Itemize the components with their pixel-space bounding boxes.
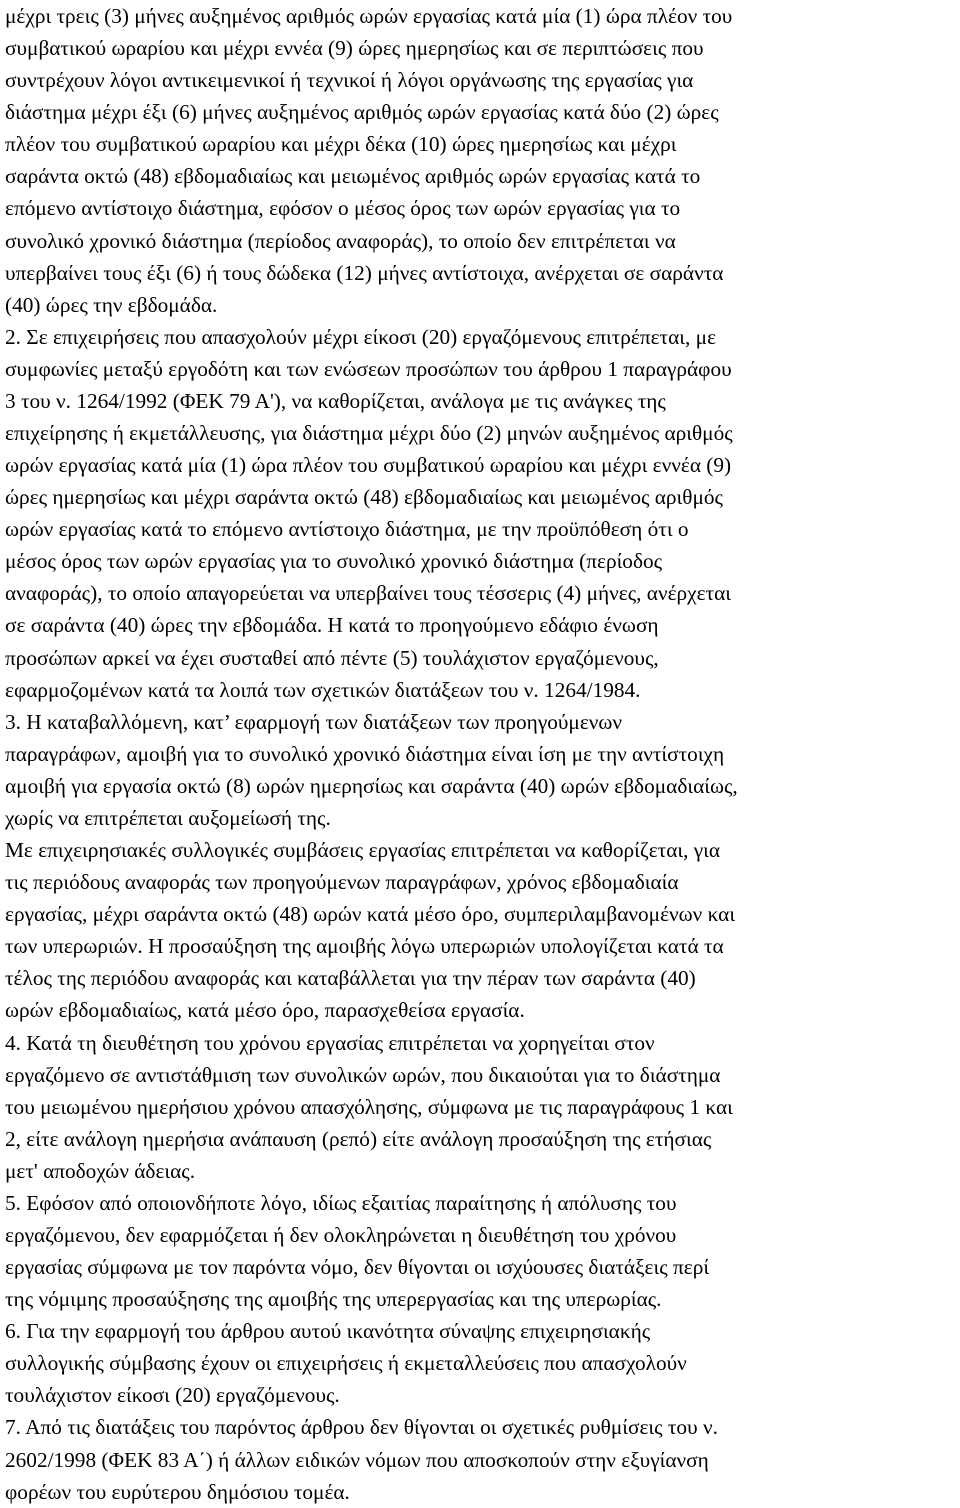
text-line: τουλάχιστον είκοσι (20) εργαζόμενους.	[5, 1383, 340, 1408]
text-line: πλέον του συμβατικού ωραρίου και μέχρι δέκα (10) ώρες ημερησίως και μέχρι	[5, 132, 677, 157]
text-line: χωρίς να επιτρέπεται αυξομείωσή της.	[5, 805, 331, 830]
text-line: αμοιβή για εργασία οκτώ (8) ωρών ημερησίως και σαράντα (40) ωρών εβδομαδιαίως,	[5, 773, 738, 798]
text-line: της νόμιμης προσαύξησης της αμοιβής της υπερεργασίας και της υπερωρίας.	[5, 1287, 662, 1312]
text-line: προσώπων αρκεί να έχει συσταθεί από πέντε (5) τουλάχιστον εργαζόμενους,	[5, 645, 659, 670]
text-line: σε σαράντα (40) ώρες την εβδομάδα. Η κατά το προηγούμενο εδάφιο ένωση	[5, 613, 659, 638]
text-line: αναφοράς), το οποίο απαγορεύεται να υπερβαίνει τους τέσσερις (4) μήνες, ανέρχεται	[5, 581, 732, 606]
text-line: επόμενο αντίστοιχο διάστημα, εφόσον ο μέσος όρος των ωρών εργασίας για το	[5, 196, 681, 221]
text-line: 2602/1998 (ΦΕΚ 83 Α΄) ή άλλων ειδικών νόμων που αποσκοπούν στην εξυγίανση	[5, 1447, 709, 1472]
text-line: φορέων του ευρύτερου δημόσιου τομέα.	[5, 1479, 350, 1504]
text-line: ωρών εργασίας κατά μία (1) ώρα πλέον του συμβατικού ωραρίου και μέχρι εννέα (9)	[5, 453, 732, 478]
text-line: 3 του ν. 1264/1992 (ΦΕΚ 79 Α'), να καθορίζεται, ανάλογα με τις ανάγκες της	[5, 388, 666, 413]
text-line: 2. Σε επιχειρήσεις που απασχολούν μέχρι είκοσι (20) εργαζόμενους επιτρέπεται, με	[5, 324, 717, 349]
text-line: 2, είτε ανάλογη ημερήσια ανάπαυση (ρεπό) είτε ανάλογη προσαύξηση της ετήσιας	[5, 1126, 712, 1151]
text-line: 4. Κατά τη διευθέτηση του χρόνου εργασίας επιτρέπεται να χορηγείται στον	[5, 1030, 655, 1055]
text-line: σαράντα οκτώ (48) εβδομαδιαίως και μειωμένος αριθμός ωρών εργασίας κατά το	[5, 164, 701, 189]
text-line: τέλος της περιόδου αναφοράς και καταβάλλεται για την πέραν των σαράντα (40)	[5, 966, 696, 991]
text-line: συνολικό χρονικό διάστημα (περίοδος αναφοράς), το οποίο δεν επιτρέπεται να	[5, 228, 676, 253]
text-line: 6. Για την εφαρμογή του άρθρου αυτού ικανότητα σύναψης επιχειρησιακής	[5, 1319, 651, 1344]
text-line: ώρες ημερησίως και μέχρι σαράντα οκτώ (48) εβδομαδιαίως και μειωμένος αριθμός	[5, 485, 723, 510]
text-line: συντρέχουν λόγοι αντικειμενικοί ή τεχνικοί ή λόγοι οργάνωσης της εργασίας για	[5, 68, 694, 93]
text-line: συμφωνίες μεταξύ εργοδότη και των ενώσεων προσώπων του άρθρου 1 παραγράφου	[5, 356, 732, 381]
text-line: εργασίας, μέχρι σαράντα οκτώ (48) ωρών κατά μέσο όρο, συμπεριλαμβανομένων και	[5, 902, 736, 927]
text-line: των υπερωριών. Η προσαύξηση της αμοιβής λόγω υπερωριών υπολογίζεται κατά τα	[5, 934, 724, 959]
text-line: ωρών εβδομαδιαίως, κατά μέσο όρο, παρασχεθείσα εργασία.	[5, 998, 525, 1023]
text-line: ωρών εργασίας κατά το επόμενο αντίστοιχο διάστημα, με την προϋπόθεση ότι ο	[5, 517, 689, 542]
text-line: συμβατικού ωραρίου και μέχρι εννέα (9) ώρες ημερησίως και σε περιπτώσεις που	[5, 36, 704, 61]
text-line: του μειωμένου ημερήσιου χρόνου απασχόλησης, σύμφωνα με τις παραγράφους 1 και	[5, 1094, 733, 1119]
text-line: υπερβαίνει τους έξι (6) ή τους δώδεκα (12) μήνες αντίστοιχα, ανέρχεται σε σαράντα	[5, 260, 724, 285]
text-line: 5. Εφόσον από οποιονδήποτε λόγο, ιδίως εξαιτίας παραίτησης ή απόλυσης του	[5, 1190, 677, 1215]
text-line: 3. Η καταβαλλόμενη, κατ’ εφαρμογή των διατάξεων των προηγούμενων	[5, 709, 623, 734]
text-line: τις περιόδους αναφοράς των προηγούμενων παραγράφων, χρόνος εβδομαδιαία	[5, 870, 679, 895]
text-line: συλλογικής σύμβασης έχουν οι επιχειρήσεις ή εκμεταλλεύσεις που απασχολούν	[5, 1351, 687, 1376]
text-line: μέχρι τρεις (3) μήνες αυξημένος αριθμός ωρών εργασίας κατά μία (1) ώρα πλέον του	[5, 4, 733, 28]
text-line: παραγράφων, αμοιβή για το συνολικό χρονικό διάστημα είναι ίση με την αντίστοιχη	[5, 741, 725, 766]
text-line: (40) ώρες την εβδομάδα.	[5, 292, 218, 317]
text-line: εργαζόμενο σε αντιστάθμιση των συνολικών ωρών, που δικαιούται για το διάστημα	[5, 1062, 721, 1087]
text-line: Με επιχειρησιακές συλλογικές συμβάσεις εργασίας επιτρέπεται να καθορίζεται, για	[5, 838, 721, 863]
text-line: μετ' αποδοχών άδειας.	[5, 1158, 196, 1183]
text-line: εργασίας σύμφωνα με τον παρόντα νόμο, δεν θίγονται οι ισχύουσες διατάξεις περί	[5, 1255, 710, 1280]
text-line: 7. Από τις διατάξεις του παρόντος άρθρου δεν θίγονται οι σχετικές ρυθμίσεις του ν.	[5, 1415, 718, 1440]
text-line: μέσος όρος των ωρών εργασίας για το συνολικό χρονικό διάστημα (περίοδος	[5, 549, 663, 574]
text-line: εργαζόμενου, δεν εφαρμόζεται ή δεν ολοκληρώνεται η διευθέτηση του χρόνου	[5, 1222, 677, 1247]
text-line: διάστημα μέχρι έξι (6) μήνες αυξημένος αριθμός ωρών εργασίας κατά δύο (2) ώρες	[5, 100, 719, 125]
text-line: εφαρμοζομένων κατά τα λοιπά των σχετικών διατάξεων του ν. 1264/1984.	[5, 677, 641, 702]
text-line: επιχείρησης ή εκμετάλλευσης, για διάστημα μέχρι δύο (2) μηνών αυξημένος αριθμός	[5, 421, 733, 446]
